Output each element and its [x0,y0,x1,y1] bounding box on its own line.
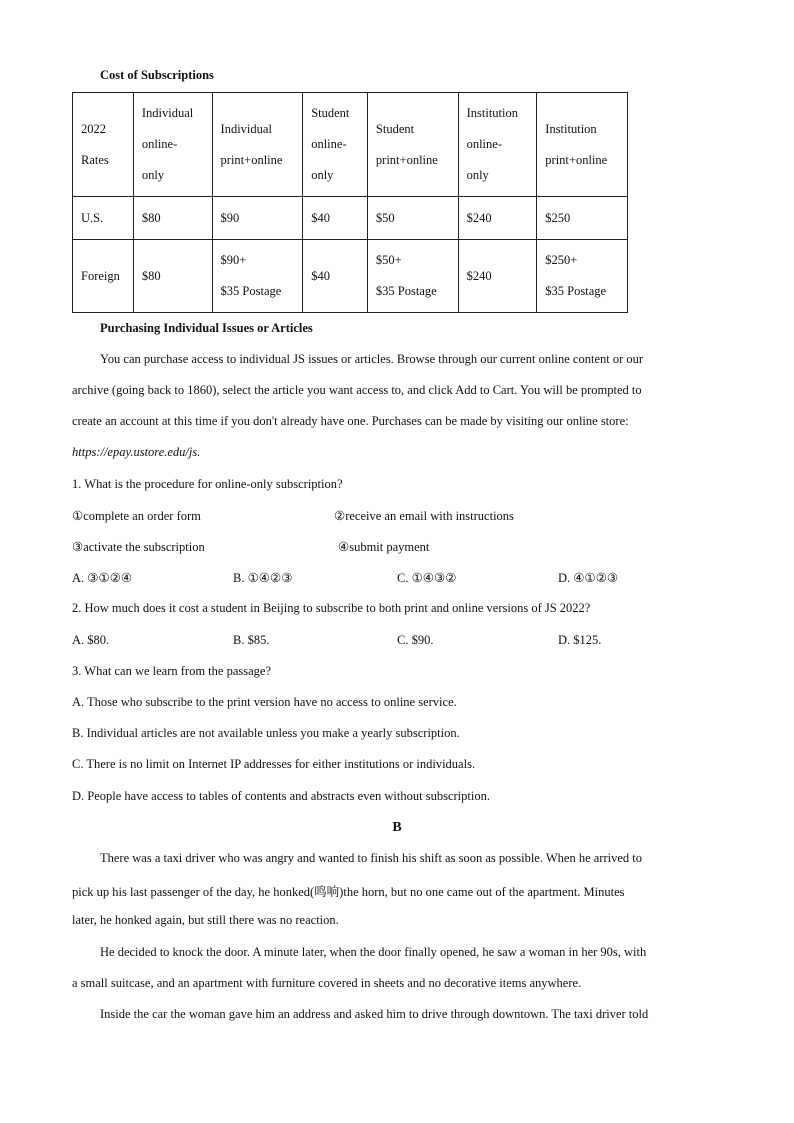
q1-option: C. ①④③② [397,571,457,585]
header-cell: Student online- only [303,93,368,197]
header-cell: Institution print+online [537,93,628,197]
table-cell: $50 [367,197,458,240]
table-cell: U.S. [73,197,134,240]
q2-option: C. $90. [397,633,434,647]
question-3: 3. What can we learn from the passage? [72,664,271,678]
story-line: later, he honked again, but still there was no reaction. [72,913,339,927]
q2-option: B. $85. [233,633,270,647]
table-cell: $90 [212,197,303,240]
table-cell: $40 [303,197,368,240]
story-line: There was a taxi driver who was angry and wanted to finish his shift as soon as possible. When he arrived to [100,851,642,865]
header-cell: Student print+online [367,93,458,197]
q1-option: D. ④①②③ [558,571,619,585]
table-cell: $250+ $35 Postage [537,240,628,313]
q1-step: ②receive an email with instructions [334,509,514,523]
q2-option: D. $125. [558,633,602,647]
q3-option: B. Individual articles are not available unless you make a yearly subscription. [72,726,460,740]
table-cell: $80 [133,240,212,313]
subscription-rates-table [72,92,628,313]
purchase-line: archive (going back to 1860), select the article you want access to, and click Add to Cart. You will be prompted to [72,383,642,397]
table-cell: $240 [458,197,537,240]
story-line: a small suitcase, and an apartment with furniture covered in sheets and no decorative items anywhere. [72,976,582,990]
table-row-foreign [73,240,628,313]
purchase-line: create an account at this time if you don't already have one. Purchases can be made by visiting our online store: [72,414,629,428]
table-cell: $240 [458,240,537,313]
table-cell: $90+ $35 Postage [212,240,303,313]
header-cell: Individual online- only [133,93,212,197]
q3-option: A. Those who subscribe to the print version have no access to online service. [72,695,457,709]
q1-option: B. ①④②③ [233,571,293,585]
q1-option: A. ③①②④ [72,571,133,585]
table-row-us [73,197,628,240]
purchase-line: You can purchase access to individual JS issues or articles. Browse through our current online content or our [100,352,644,366]
story-line: He decided to knock the door. A minute later, when the door finally opened, he saw a woman in her 90s, with [100,945,647,959]
table-cell: $50+ $35 Postage [367,240,458,313]
table-cell: $250 [537,197,628,240]
q1-step: ①complete an order form [72,509,201,523]
section-b-heading: B [392,820,402,835]
q1-step: ④submit payment [338,540,430,554]
q3-option: D. People have access to tables of contents and abstracts even without subscription. [72,789,490,803]
q1-step: ③activate the subscription [72,540,205,554]
purchase-heading: Purchasing Individual Issues or Articles [100,321,313,335]
cost-heading: Cost of Subscriptions [100,68,214,82]
story-line: Inside the car the woman gave him an address and asked him to drive through downtown. The taxi driver told [100,1007,649,1021]
table-cell: $40 [303,240,368,313]
q3-option: C. There is no limit on Internet IP addresses for either institutions or individuals. [72,757,476,771]
header-cell: Institution online- only [458,93,537,197]
table-header-row [73,93,628,197]
question-1: 1. What is the procedure for online-only subscription? [72,477,343,491]
table-cell: $80 [133,197,212,240]
story-line: pick up his last passenger of the day, he honked(鸣响)the horn, but no one came out of the apartment. Minutes [72,885,625,899]
table-cell: Foreign [73,240,134,313]
question-2: 2. How much does it cost a student in Beijing to subscribe to both print and online versions of JS 2022? [72,601,591,615]
store-url: https://epay.ustore.edu/js. [72,445,201,459]
q2-option: A. $80. [72,633,110,647]
header-cell: Individual print+online [212,93,303,197]
header-cell: 2022 Rates [73,93,134,197]
